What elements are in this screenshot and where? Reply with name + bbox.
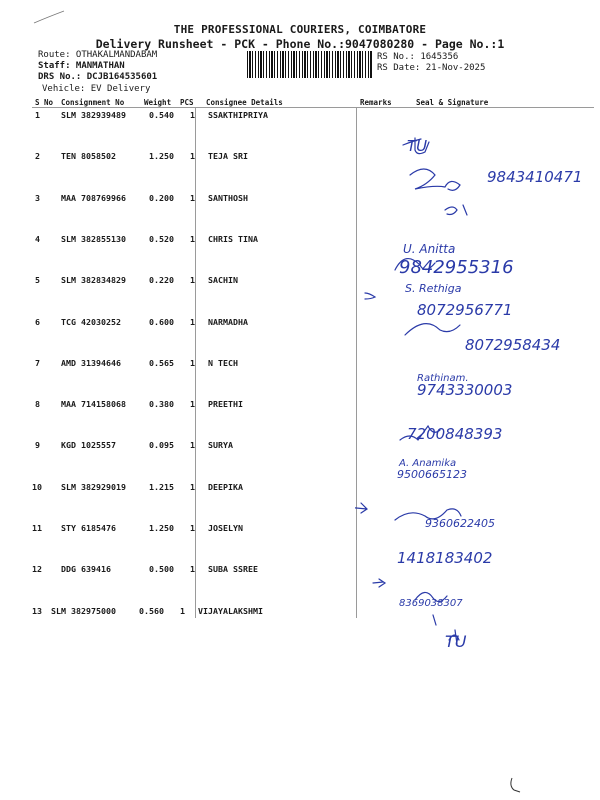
row-weight: 0.095 [149,440,174,451]
row-weight: 0.540 [149,110,174,120]
remark-mark [365,293,375,299]
row-pcs: 1 [190,316,195,327]
row-sno: 3 [35,192,40,203]
drs-label: DRS No.: DCJB164535601 [38,72,158,82]
row-weight: 1.215 [149,481,174,492]
row-weight: 0.600 [149,316,174,327]
row-weight: 0.565 [149,357,174,368]
row-consignee: SURYA [208,440,233,451]
row-sno: 7 [35,357,40,368]
row-consignee: SSAKTHIPRIYA [208,110,268,120]
row-sno: 11 [32,523,42,533]
handwriting-name: A. Anamika [399,458,457,469]
row-pcs: 1 [190,192,195,203]
row-sno: 9 [35,440,40,451]
row-weight: 1.250 [149,151,174,162]
row-sno: 13 [32,605,42,616]
remark-arrow [373,579,385,587]
row-pcs: 1 [190,110,195,120]
rs-number: RS No.: 1645356 [377,52,459,62]
signature-scribble [445,205,467,215]
stray-pen-mark [508,775,528,795]
col-seal-signature: Seal & Signature [416,98,489,107]
handwriting-name: Rathinam. [417,373,469,384]
row-weight: 0.200 [149,192,174,203]
col-sno: S No [35,98,54,107]
row-consignee: VIJAYALAKSHMI [198,605,263,616]
handwriting-phone: 9500665123 [397,468,467,481]
row-pcs: 1 [190,440,195,451]
row-consignee: SACHIN [208,275,238,286]
row-consignee: DEEPIKA [208,481,243,492]
vehicle-label: Vehicle: EV Delivery [42,84,151,94]
col-remarks: Remarks [360,98,392,107]
row-consignment-no: SLM 382929019 [61,481,126,492]
row-consignment-no: MAA 714158068 [61,399,126,410]
row-consignment-no: SLM 382834829 [61,275,126,286]
row-consignee: N TECH [208,357,238,368]
handwriting-phone: 9360622405 [425,517,495,530]
row-sno: 12 [32,564,42,575]
row-consignee: CHRIS TINA [208,233,258,244]
row-consignment-no: TEN 8058502 [61,151,116,162]
row-consignment-no: MAA 708769966 [61,192,126,203]
row-weight: 0.220 [149,275,174,286]
row-weight: 0.560 [139,605,164,616]
signature-scribble [410,169,460,190]
row-consignment-no: AMD 31394646 [61,357,121,368]
col-consignment: Consignment No [61,98,125,107]
row-pcs: 1 [190,151,195,162]
row-consignment-no: SLM 382939489 [61,110,126,120]
row-pcs: 1 [190,523,195,533]
row-consignment-no: SLM 382975000 [51,605,116,616]
row-sno: 8 [35,399,40,410]
row-consignee: NARMADHA [208,316,248,327]
handwriting-name: U. Anitta [403,242,456,256]
remark-arrow [355,503,367,513]
row-sno: 4 [35,233,40,244]
handwriting-phone: 1418183402 [397,549,493,567]
handwriting-phone: 8369038307 [399,598,463,609]
row-pcs: 1 [190,481,195,492]
row-consignee: SANTHOSH [208,192,248,203]
handwriting-phone: 9743330003 [417,381,513,399]
row-consignment-no: TCG 42030252 [61,316,121,327]
row-weight: 1.250 [149,523,174,533]
row-consignment-no: STY 6185476 [61,523,116,533]
row-sno: 2 [35,151,40,162]
row-sno: 6 [35,316,40,327]
row-pcs: 1 [190,357,195,368]
row-sno: 10 [32,481,42,492]
handwriting-name: S. Rethiga [405,282,462,295]
row-consignment-no: DDG 639416 [61,564,111,575]
handwriting-phone: 8072958434 [465,336,561,354]
signature-scribble [405,324,460,335]
row-pcs: 1 [180,605,185,616]
row-pcs: 1 [190,275,195,286]
row-consignment-no: KGD 1025557 [61,440,116,451]
handwriting-phone: 9843410471 [487,168,583,186]
row-consignee: TEJA SRI [208,151,248,162]
row-consignee: PREETHI [208,399,243,410]
col-consignee: Consignee Details [206,98,283,107]
col-pcs: PCS [180,98,194,107]
handwriting-tu: TU [407,137,428,155]
barcode-image [247,51,372,78]
row-consignee: SUBA SSREE [208,564,258,575]
runsheet-title: Delivery Runsheet - PCK - Phone No.:9047080280 - Page No.:1 [95,37,505,51]
route-label: Route: OTHAKALMANDABAM [38,50,158,60]
stray-pen-mark [30,8,70,28]
signature-scribble [433,615,436,625]
row-sno: 1 [35,110,40,120]
handwriting-tu: TU [445,632,467,651]
signature-area [355,95,600,695]
row-weight: 0.520 [149,233,174,244]
company-title: THE PROFESSIONAL COURIERS, COIMBATORE [173,23,427,36]
handwriting-phone: 8072956771 [417,301,513,319]
handwriting-phone: 9842955316 [399,257,514,278]
staff-label: Staff: MANMATHAN [38,61,125,71]
col-weight: Weight [144,98,172,107]
rs-date: RS Date: 21-Nov-2025 [377,63,486,73]
handwriting-phone: 7200848393 [407,425,503,443]
row-consignee: JOSELYN [208,523,243,533]
row-sno: 5 [35,275,40,286]
row-pcs: 1 [190,233,195,244]
row-pcs: 1 [190,564,195,575]
row-weight: 0.380 [149,399,174,410]
row-weight: 0.500 [149,564,174,575]
row-pcs: 1 [190,399,195,410]
row-consignment-no: SLM 382855130 [61,233,126,244]
